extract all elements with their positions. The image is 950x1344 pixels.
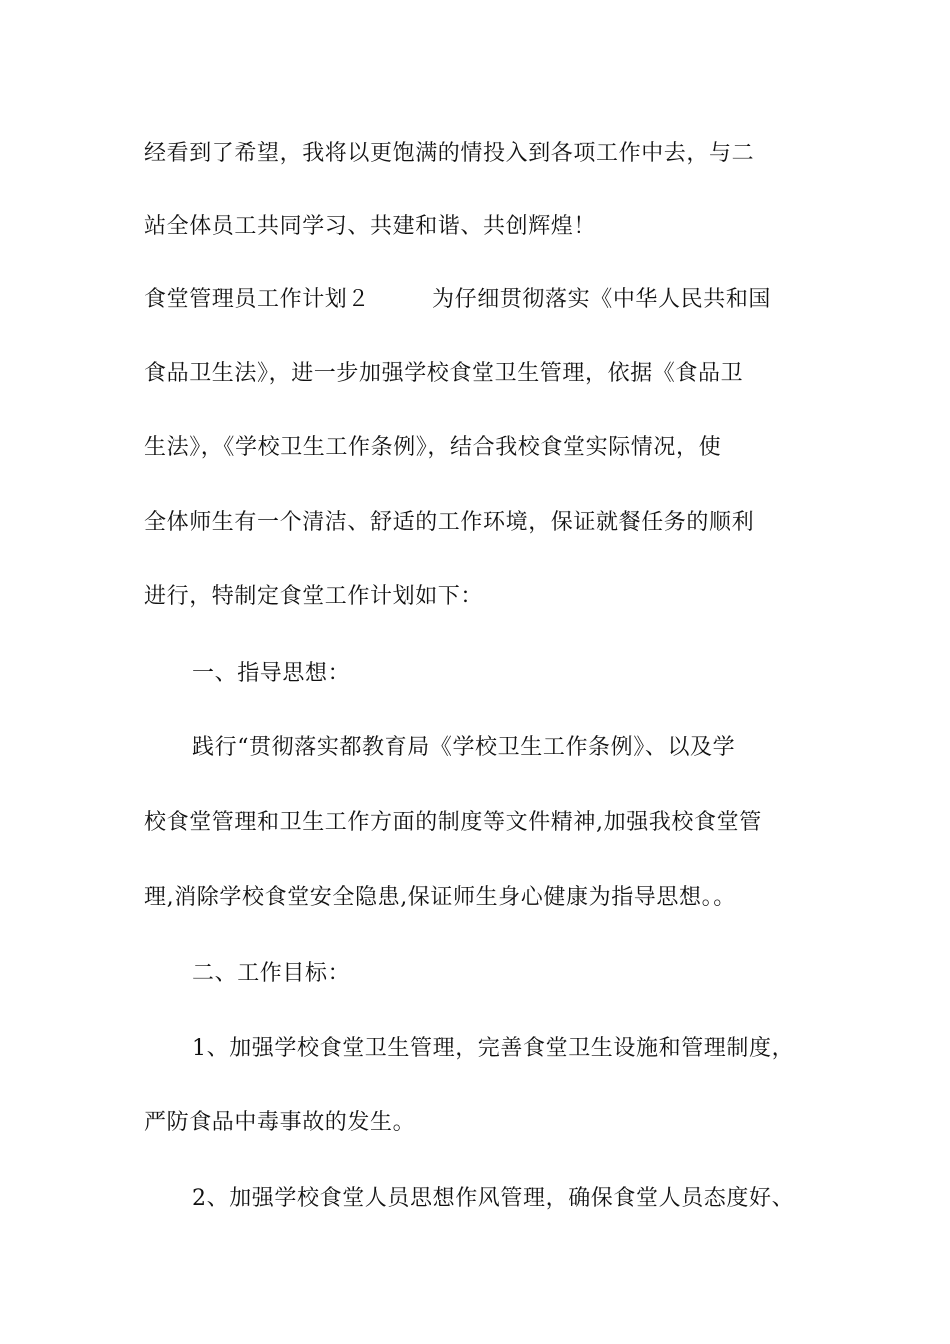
- text-line: 生法》，《学校卫生工作条例》，结合我校食堂实际情况，使: [144, 435, 722, 460]
- text-line: 进行，特制定食堂工作计划如下：: [144, 584, 484, 609]
- text-line: 理,消除学校食堂安全隐患,保证师生身心健康为指导思想。。: [144, 885, 736, 910]
- text-line: 严防食品中毒事故的发生。: [144, 1110, 416, 1135]
- heading-work-goals: 二、工作目标：: [192, 961, 351, 986]
- section-title-line: [144, 285, 771, 315]
- text-line: 经看到了希望，我将以更饱满的情投入到各项工作中去，与二: [144, 141, 755, 166]
- heading-guiding-thought: 一、指导思想：: [192, 661, 351, 686]
- text-line: 校食堂管理和卫生工作方面的制度等文件精神,加强我校食堂管: [144, 810, 762, 835]
- section-title: 食堂管理员工作计划２: [144, 287, 371, 312]
- text-line: 站全体员工共同学习、共建和谐、共创辉煌！: [144, 214, 597, 239]
- text-line: 食品卫生法》，进一步加强学校食堂卫生管理，依据《食品卫: [144, 361, 744, 386]
- text-line: 践行“贯彻落实都教育局《学校卫生工作条例》、以及学: [192, 735, 736, 760]
- text-line: 全体师生有一个清洁、舒适的工作环境，保证就餐任务的顺利: [144, 510, 755, 535]
- text-line: 为仔细贯彻落实《中华人民共和国: [432, 287, 772, 312]
- text-line: 1、加强学校食堂卫生管理，完善食堂卫生设施和管理制度，: [192, 1036, 795, 1061]
- text-line: 2、加强学校食堂人员思想作风管理，确保食堂人员态度好、: [192, 1186, 795, 1211]
